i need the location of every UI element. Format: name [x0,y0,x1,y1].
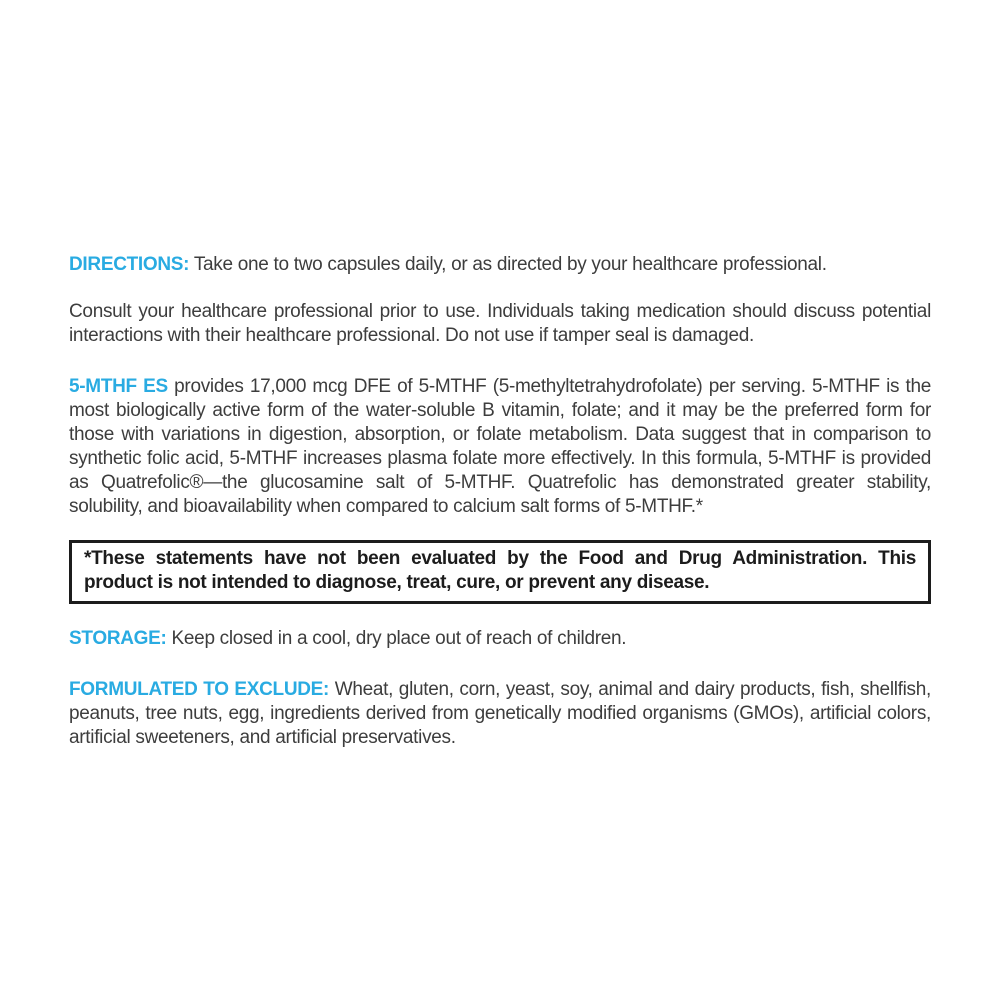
product-description-text: provides 17,000 mcg DFE of 5-MTHF (5-methyltetrahydrofolate) per serving. 5-MTHF is the most biologically active form of the water-soluble B vitamin, folate; and it may be the preferred form for those with variations in digestion, absorption, or folate metabolism. Data suggest that in comparison to synthetic folic acid, 5-MTHF increases plasma folate more effectively. In this formula, 5-MTHF is provided as Quatrefolic®—the glucosamine salt of 5-MTHF. Quatrefolic has demonstrated greater stability, solubility, and bioavailability when compared to calcium salt forms of 5-MTHF.* [69,376,931,517]
directions-heading: DIRECTIONS: [69,254,190,275]
storage-heading: STORAGE: [69,628,167,649]
directions-section [69,253,931,277]
directions-text: Take one to two capsules daily, or as directed by your healthcare professional. [193,254,827,275]
product-description-section [69,375,931,519]
label-content [69,253,931,750]
product-name-heading: 5-MTHF ES [69,376,168,397]
storage-text: Keep closed in a cool, dry place out of reach of children. [171,628,627,649]
formulated-to-exclude-text: Wheat, gluten, corn, yeast, soy, animal and dairy products, fish, shellfish, peanuts, tree nuts, egg, ingredients derived from genetically modified organisms (GMOs), artificial colors, artificial sweeteners, and artificial preservatives. [69,679,932,748]
consult-section [69,300,931,348]
storage-section [69,627,931,651]
consult-text: Consult your healthcare professional prior to use. Individuals taking medication should discuss potential interactions with their healthcare professional. Do not use if tamper seal is damaged. [69,301,931,346]
formulated-to-exclude-heading: FORMULATED TO EXCLUDE: [69,679,330,700]
fda-disclaimer-text: *These statements have not been evaluated by the Food and Drug Administration. This product is not intended to diagnose, treat, cure, or prevent any disease. [84,548,916,593]
formulated-to-exclude-section [69,678,931,750]
fda-disclaimer-box [69,540,931,604]
